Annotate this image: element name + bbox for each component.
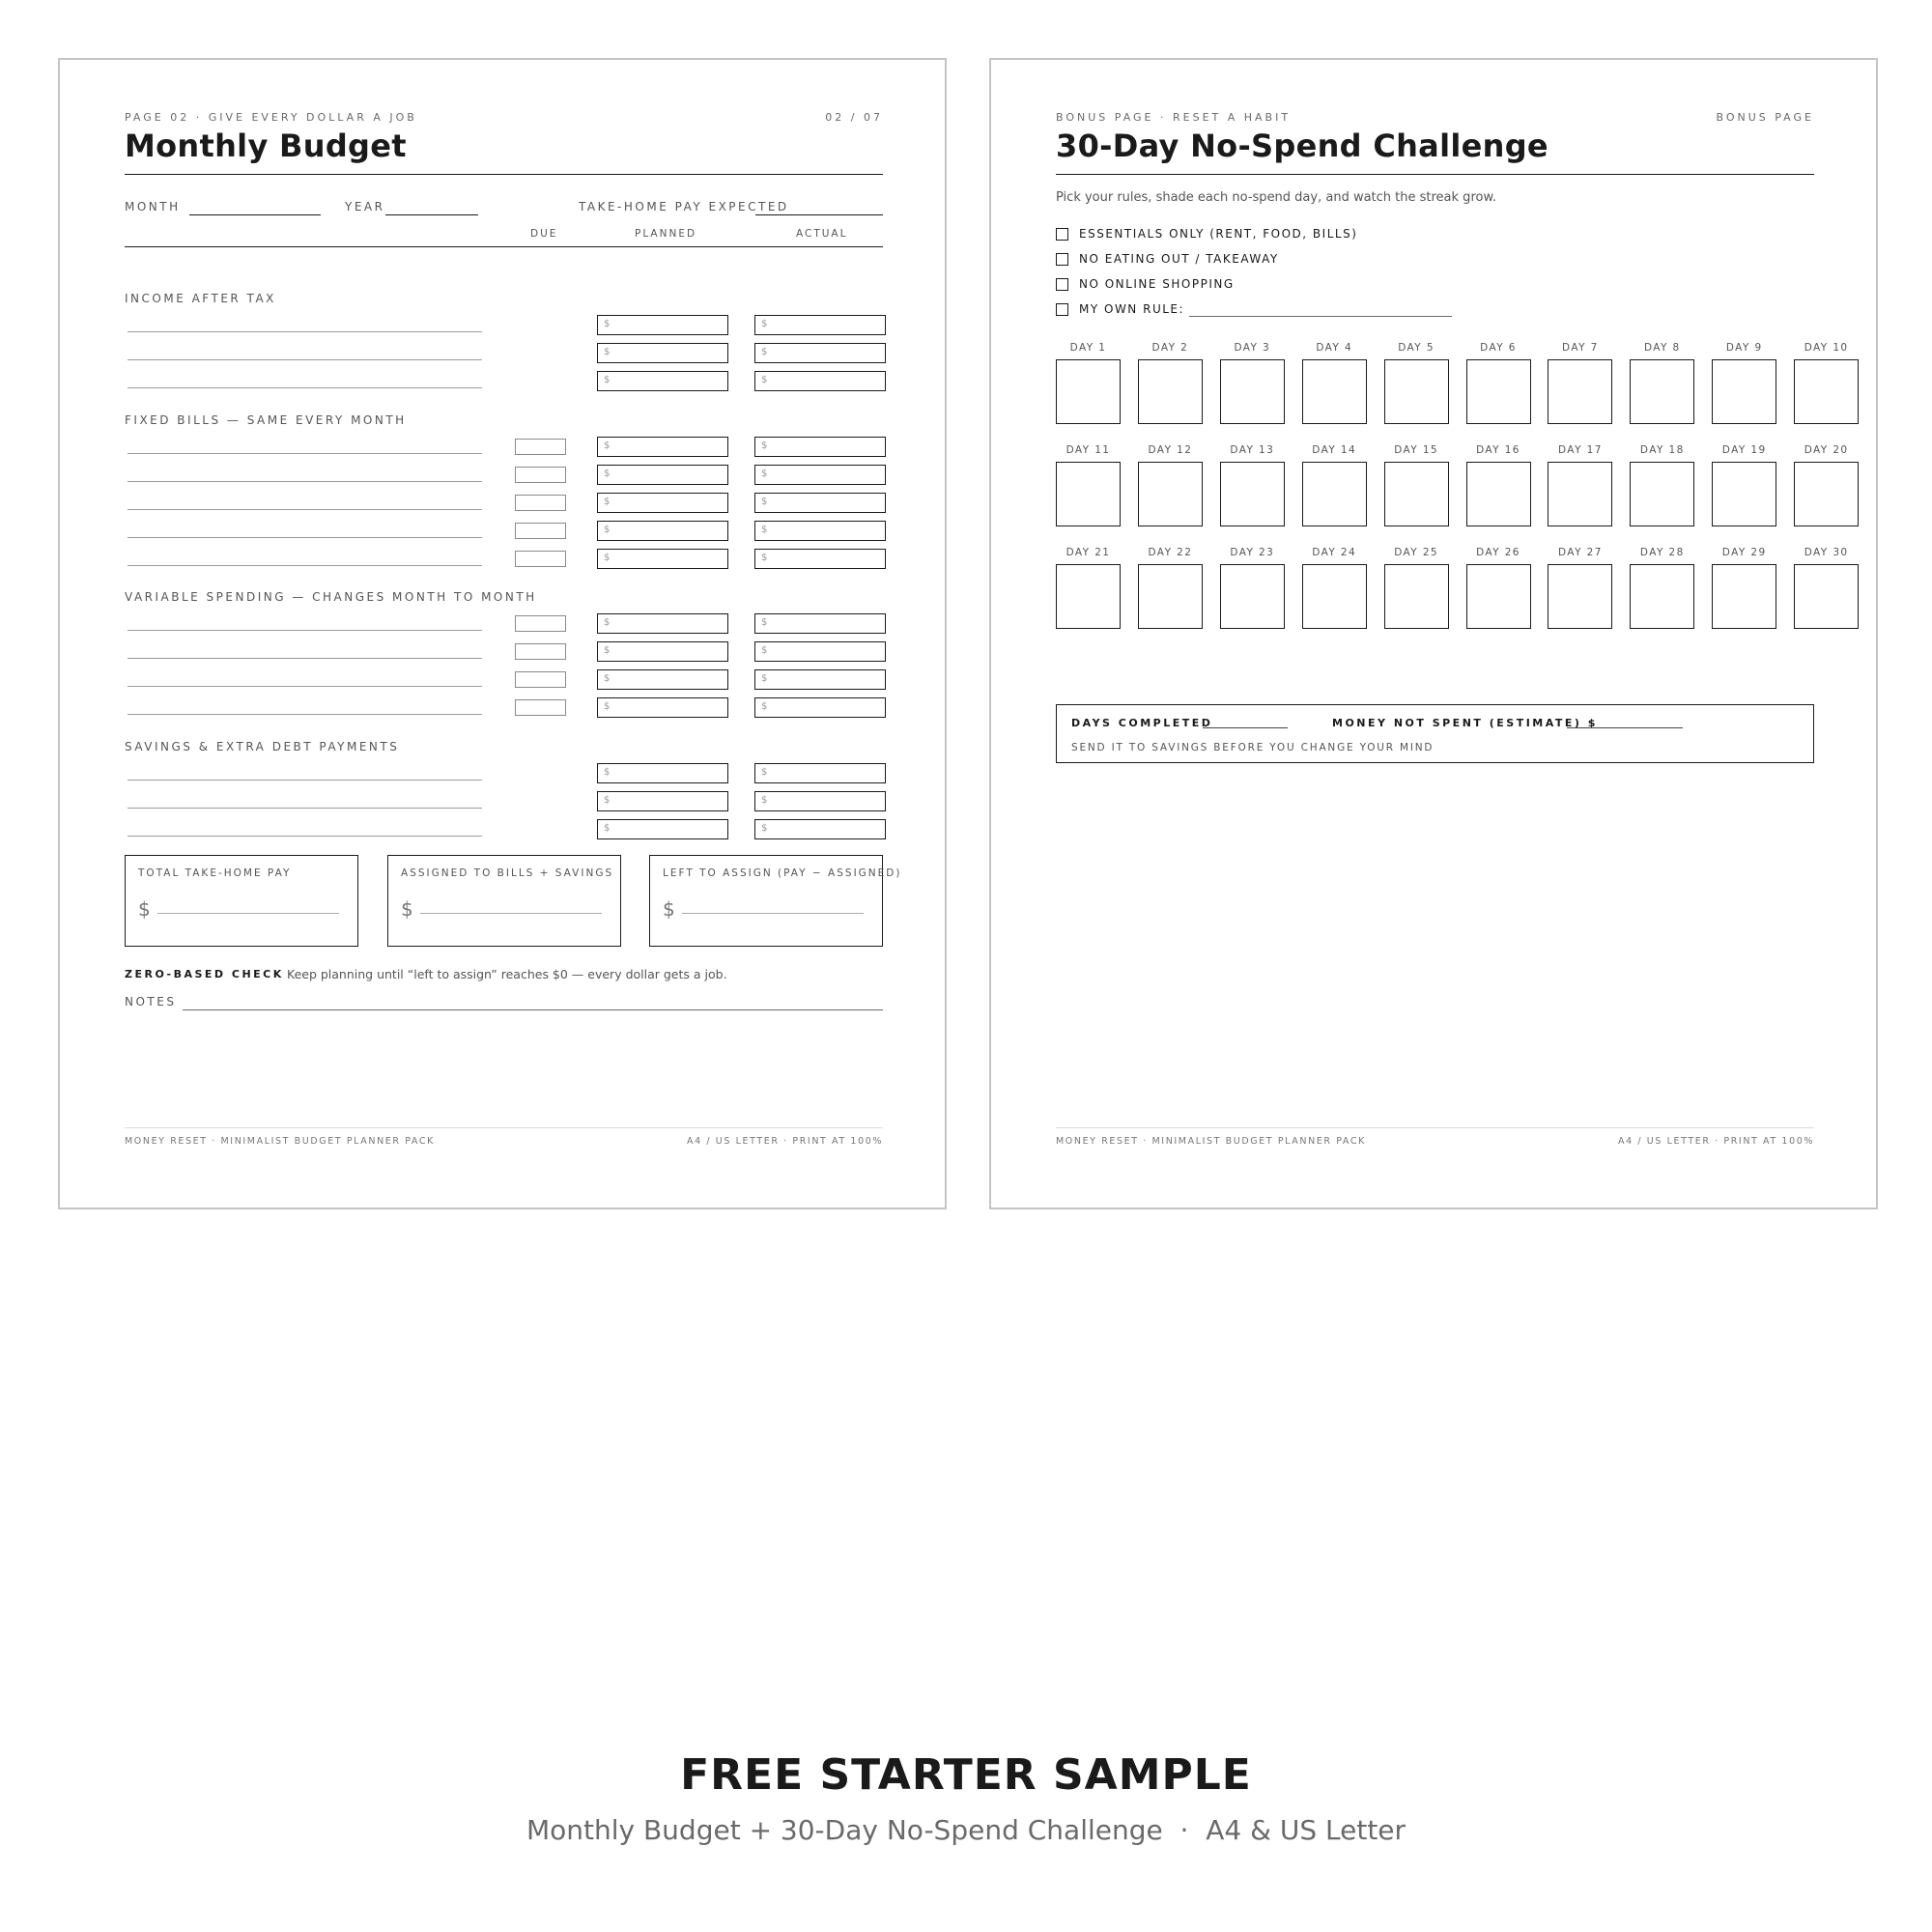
challenge-subtitle: Pick your rules, shade each no-spend day, and watch the streak grow. bbox=[1056, 190, 1497, 205]
actual-amount-field[interactable]: $ bbox=[754, 613, 886, 634]
day-cell bbox=[1056, 545, 1121, 629]
day-cell bbox=[1220, 442, 1285, 526]
actual-amount-field[interactable]: $ bbox=[754, 641, 886, 662]
total-takehome-box bbox=[125, 855, 358, 947]
day-label: DAY 21 bbox=[1065, 547, 1111, 558]
line-item-name-field[interactable] bbox=[128, 714, 482, 715]
line-item-name-field[interactable] bbox=[128, 630, 482, 631]
day-cell bbox=[1220, 545, 1285, 629]
column-header-planned: PLANNED bbox=[635, 228, 697, 240]
planned-amount-field[interactable]: $ bbox=[597, 613, 728, 634]
day-box[interactable] bbox=[1302, 462, 1367, 526]
day-label: DAY 29 bbox=[1721, 547, 1767, 558]
rule-label: NO EATING OUT / TAKEAWAY bbox=[1079, 252, 1279, 266]
line-item-name-field[interactable] bbox=[128, 565, 482, 566]
actual-amount-field[interactable]: $ bbox=[754, 791, 886, 811]
left-to-assign-dollar: $ bbox=[663, 897, 675, 921]
day-cell bbox=[1630, 442, 1694, 526]
challenge-page-tag: BONUS PAGE bbox=[1716, 111, 1814, 124]
day-label: DAY 3 bbox=[1234, 342, 1271, 354]
day-box[interactable] bbox=[1794, 564, 1859, 629]
notes-label: NOTES bbox=[125, 995, 177, 1009]
day-box[interactable] bbox=[1056, 462, 1121, 526]
due-date-box[interactable] bbox=[515, 615, 566, 632]
planned-amount-field[interactable]: $ bbox=[597, 669, 728, 690]
day-label: DAY 8 bbox=[1643, 342, 1681, 354]
section-label: FIXED BILLS — SAME EVERY MONTH bbox=[125, 413, 407, 427]
day-cell bbox=[1548, 442, 1612, 526]
day-label: DAY 9 bbox=[1725, 342, 1763, 354]
planned-amount-field[interactable]: $ bbox=[597, 819, 728, 839]
due-date-box[interactable] bbox=[515, 523, 566, 539]
line-item-name-field[interactable] bbox=[128, 537, 482, 538]
budget-footer-rule bbox=[125, 1127, 883, 1128]
rule-checkbox[interactable] bbox=[1056, 278, 1068, 291]
tally-box bbox=[1056, 704, 1814, 763]
takehome-expected-label: TAKE-HOME PAY EXPECTED bbox=[579, 200, 789, 213]
line-item-name-field[interactable] bbox=[128, 481, 482, 482]
actual-amount-field[interactable]: $ bbox=[754, 521, 886, 541]
actual-amount-field[interactable]: $ bbox=[754, 437, 886, 457]
rule-label: MY OWN RULE: bbox=[1079, 302, 1185, 316]
day-label: DAY 30 bbox=[1804, 547, 1849, 558]
day-label: DAY 20 bbox=[1804, 444, 1849, 456]
day-box[interactable] bbox=[1630, 462, 1694, 526]
line-item-name-field[interactable] bbox=[128, 808, 482, 809]
notes-field[interactable] bbox=[183, 1009, 883, 1010]
day-label: DAY 16 bbox=[1476, 444, 1520, 456]
actual-amount-field[interactable]: $ bbox=[754, 465, 886, 485]
tally-hint: SEND IT TO SAVINGS BEFORE YOU CHANGE YOUR MIND bbox=[1071, 742, 1435, 753]
challenge-footer-right: A4 / US LETTER · PRINT AT 100% bbox=[1618, 1136, 1814, 1147]
zero-based-check-text: Keep planning until “left to assign” reaches $0 — every dollar gets a job. bbox=[287, 967, 727, 981]
day-label: DAY 4 bbox=[1316, 342, 1353, 354]
day-cell bbox=[1630, 545, 1694, 629]
line-item-name-field[interactable] bbox=[128, 836, 482, 837]
day-box[interactable] bbox=[1712, 359, 1776, 424]
challenge-title-rule bbox=[1056, 174, 1814, 175]
day-box[interactable] bbox=[1466, 462, 1531, 526]
line-item-name-field[interactable] bbox=[128, 509, 482, 510]
day-cell bbox=[1794, 545, 1859, 629]
actual-amount-field[interactable]: $ bbox=[754, 315, 886, 335]
due-date-box[interactable] bbox=[515, 551, 566, 567]
day-cell bbox=[1302, 442, 1367, 526]
day-label: DAY 6 bbox=[1480, 342, 1517, 354]
planned-amount-field[interactable]: $ bbox=[597, 763, 728, 783]
due-date-box[interactable] bbox=[515, 495, 566, 511]
line-item-name-field[interactable] bbox=[128, 658, 482, 659]
column-header-rule bbox=[125, 246, 883, 247]
day-cell bbox=[1056, 340, 1121, 424]
total-takehome-field[interactable] bbox=[157, 913, 339, 914]
zero-based-check-label: ZERO-BASED CHECK bbox=[125, 968, 284, 980]
day-cell bbox=[1384, 442, 1449, 526]
actual-amount-field[interactable]: $ bbox=[754, 549, 886, 569]
day-label: DAY 10 bbox=[1804, 342, 1849, 354]
day-box[interactable] bbox=[1548, 359, 1612, 424]
day-label: DAY 12 bbox=[1148, 444, 1193, 456]
left-to-assign-field[interactable] bbox=[682, 913, 864, 914]
planned-amount-field[interactable]: $ bbox=[597, 343, 728, 363]
due-date-box[interactable] bbox=[515, 671, 566, 688]
day-box[interactable] bbox=[1712, 462, 1776, 526]
planned-amount-field[interactable]: $ bbox=[597, 493, 728, 513]
day-box[interactable] bbox=[1056, 564, 1121, 629]
money-not-spent-label: MONEY NOT SPENT (ESTIMATE) $ bbox=[1332, 717, 1598, 729]
day-cell bbox=[1138, 442, 1203, 526]
day-label: DAY 28 bbox=[1639, 547, 1685, 558]
day-label: DAY 25 bbox=[1394, 547, 1438, 558]
actual-amount-field[interactable]: $ bbox=[754, 493, 886, 513]
day-label: DAY 27 bbox=[1558, 547, 1603, 558]
monthly-budget-sheet bbox=[58, 58, 947, 1209]
day-cell bbox=[1466, 545, 1531, 629]
actual-amount-field[interactable]: $ bbox=[754, 371, 886, 391]
planned-amount-field[interactable]: $ bbox=[597, 697, 728, 718]
day-label: DAY 24 bbox=[1312, 547, 1357, 558]
days-completed-label: DAYS COMPLETED bbox=[1071, 717, 1213, 729]
total-takehome-label: TOTAL TAKE-HOME PAY bbox=[138, 867, 292, 879]
day-cell bbox=[1466, 442, 1531, 526]
month-label: MONTH bbox=[125, 200, 181, 213]
challenge-eyebrow: BONUS PAGE · RESET A HABIT bbox=[1056, 111, 1292, 124]
planned-amount-field[interactable]: $ bbox=[597, 371, 728, 391]
day-label: DAY 1 bbox=[1069, 342, 1107, 354]
day-box[interactable] bbox=[1384, 359, 1449, 424]
challenge-page-title: 30-Day No-Spend Challenge bbox=[1056, 128, 1548, 164]
day-cell bbox=[1302, 340, 1367, 424]
budget-page-title: Monthly Budget bbox=[125, 128, 407, 164]
assigned-total-field[interactable] bbox=[420, 913, 602, 914]
own-rule-field[interactable] bbox=[1189, 316, 1452, 317]
day-cell bbox=[1138, 340, 1203, 424]
day-label: DAY 7 bbox=[1562, 342, 1599, 354]
due-date-box[interactable] bbox=[515, 643, 566, 660]
day-box[interactable] bbox=[1712, 564, 1776, 629]
planned-amount-field[interactable]: $ bbox=[597, 549, 728, 569]
day-box[interactable] bbox=[1220, 359, 1285, 424]
planned-amount-field[interactable]: $ bbox=[597, 465, 728, 485]
due-date-box[interactable] bbox=[515, 467, 566, 483]
day-cell bbox=[1302, 545, 1367, 629]
rule-checkbox[interactable] bbox=[1056, 253, 1068, 266]
money-not-spent-field[interactable] bbox=[1567, 727, 1683, 728]
promo-title: FREE STARTER SAMPLE bbox=[680, 1750, 1252, 1800]
day-label: DAY 22 bbox=[1148, 547, 1193, 558]
line-item-name-field[interactable] bbox=[128, 359, 482, 360]
day-label: DAY 23 bbox=[1230, 547, 1275, 558]
day-box[interactable] bbox=[1220, 462, 1285, 526]
day-box[interactable] bbox=[1138, 359, 1203, 424]
day-label: DAY 17 bbox=[1558, 444, 1603, 456]
day-label: DAY 18 bbox=[1639, 444, 1685, 456]
left-to-assign-label: LEFT TO ASSIGN (PAY − ASSIGNED) bbox=[663, 867, 902, 879]
day-label: DAY 26 bbox=[1476, 547, 1520, 558]
total-takehome-dollar: $ bbox=[138, 897, 151, 921]
line-item-name-field[interactable] bbox=[128, 686, 482, 687]
challenge-footer-left: MONEY RESET · MINIMALIST BUDGET PLANNER PACK bbox=[1056, 1136, 1366, 1147]
day-label: DAY 11 bbox=[1065, 444, 1111, 456]
section-label: INCOME AFTER TAX bbox=[125, 292, 276, 305]
day-cell bbox=[1220, 340, 1285, 424]
day-label: DAY 2 bbox=[1151, 342, 1189, 354]
year-label: YEAR bbox=[345, 200, 385, 213]
day-box[interactable] bbox=[1466, 564, 1531, 629]
day-label: DAY 14 bbox=[1312, 444, 1357, 456]
day-box[interactable] bbox=[1138, 462, 1203, 526]
day-cell bbox=[1056, 442, 1121, 526]
challenge-footer-rule bbox=[1056, 1127, 1814, 1128]
day-cell bbox=[1794, 442, 1859, 526]
day-label: DAY 19 bbox=[1721, 444, 1767, 456]
rule-checkbox[interactable] bbox=[1056, 303, 1068, 316]
day-cell bbox=[1384, 545, 1449, 629]
days-completed-field[interactable] bbox=[1203, 727, 1288, 728]
day-cell bbox=[1712, 545, 1776, 629]
day-box[interactable] bbox=[1630, 359, 1694, 424]
budget-page-number: 02 / 07 bbox=[825, 111, 883, 124]
rule-label: NO ONLINE SHOPPING bbox=[1079, 277, 1235, 291]
actual-amount-field[interactable]: $ bbox=[754, 669, 886, 690]
day-box[interactable] bbox=[1466, 359, 1531, 424]
column-header-actual: ACTUAL bbox=[796, 228, 848, 240]
budget-eyebrow: PAGE 02 · GIVE EVERY DOLLAR A JOB bbox=[125, 111, 417, 124]
day-cell bbox=[1712, 442, 1776, 526]
day-cell bbox=[1630, 340, 1694, 424]
left-to-assign-box bbox=[649, 855, 902, 947]
planned-amount-field[interactable]: $ bbox=[597, 315, 728, 335]
day-box[interactable] bbox=[1056, 359, 1121, 424]
day-cell bbox=[1712, 340, 1776, 424]
day-box[interactable] bbox=[1138, 564, 1203, 629]
day-box[interactable] bbox=[1794, 462, 1859, 526]
line-item-name-field[interactable] bbox=[128, 453, 482, 454]
budget-footer-right: A4 / US LETTER · PRINT AT 100% bbox=[687, 1136, 883, 1147]
column-header-due: DUE bbox=[530, 228, 558, 240]
day-cell bbox=[1548, 340, 1612, 424]
day-box[interactable] bbox=[1384, 462, 1449, 526]
budget-footer-left: MONEY RESET · MINIMALIST BUDGET PLANNER PACK bbox=[125, 1136, 435, 1147]
day-cell bbox=[1548, 545, 1612, 629]
monthly-budget-content bbox=[125, 60, 902, 1208]
budget-title-rule bbox=[125, 174, 883, 175]
day-label: DAY 5 bbox=[1398, 342, 1435, 354]
actual-amount-field[interactable]: $ bbox=[754, 763, 886, 783]
planned-amount-field[interactable]: $ bbox=[597, 641, 728, 662]
planned-amount-field[interactable]: $ bbox=[597, 791, 728, 811]
assigned-total-dollar: $ bbox=[401, 897, 413, 921]
actual-amount-field[interactable]: $ bbox=[754, 343, 886, 363]
due-date-box[interactable] bbox=[515, 439, 566, 455]
month-field[interactable] bbox=[189, 214, 321, 215]
day-cell bbox=[1466, 340, 1531, 424]
actual-amount-field[interactable]: $ bbox=[754, 697, 886, 718]
day-label: DAY 13 bbox=[1230, 444, 1275, 456]
day-box[interactable] bbox=[1548, 462, 1612, 526]
day-cell bbox=[1138, 545, 1203, 629]
day-box[interactable] bbox=[1302, 359, 1367, 424]
due-date-box[interactable] bbox=[515, 699, 566, 716]
rule-checkbox[interactable] bbox=[1056, 228, 1068, 241]
day-cell bbox=[1794, 340, 1859, 424]
day-box[interactable] bbox=[1302, 564, 1367, 629]
year-field[interactable] bbox=[385, 214, 478, 215]
assigned-total-label: ASSIGNED TO BILLS + SAVINGS bbox=[401, 867, 614, 879]
actual-amount-field[interactable]: $ bbox=[754, 819, 886, 839]
promo-subtitle: Monthly Budget + 30-Day No-Spend Challenge · A4 & US Letter bbox=[526, 1814, 1406, 1846]
line-item-name-field[interactable] bbox=[128, 387, 482, 388]
planned-amount-field[interactable]: $ bbox=[597, 521, 728, 541]
line-item-name-field[interactable] bbox=[128, 780, 482, 781]
day-cell bbox=[1384, 340, 1449, 424]
no-spend-challenge-content bbox=[1056, 60, 1849, 1208]
day-box[interactable] bbox=[1220, 564, 1285, 629]
section-label: VARIABLE SPENDING — CHANGES MONTH TO MONTH bbox=[125, 590, 537, 604]
day-label: DAY 15 bbox=[1394, 444, 1438, 456]
no-spend-challenge-sheet bbox=[989, 58, 1878, 1209]
day-box[interactable] bbox=[1548, 564, 1612, 629]
section-label: SAVINGS & EXTRA DEBT PAYMENTS bbox=[125, 740, 400, 753]
planned-amount-field[interactable]: $ bbox=[597, 437, 728, 457]
rule-label: ESSENTIALS ONLY (RENT, FOOD, BILLS) bbox=[1079, 227, 1358, 241]
day-box[interactable] bbox=[1794, 359, 1859, 424]
day-box[interactable] bbox=[1630, 564, 1694, 629]
takehome-expected-field[interactable] bbox=[755, 214, 883, 215]
day-box[interactable] bbox=[1384, 564, 1449, 629]
assigned-total-box bbox=[387, 855, 621, 947]
line-item-name-field[interactable] bbox=[128, 331, 482, 332]
